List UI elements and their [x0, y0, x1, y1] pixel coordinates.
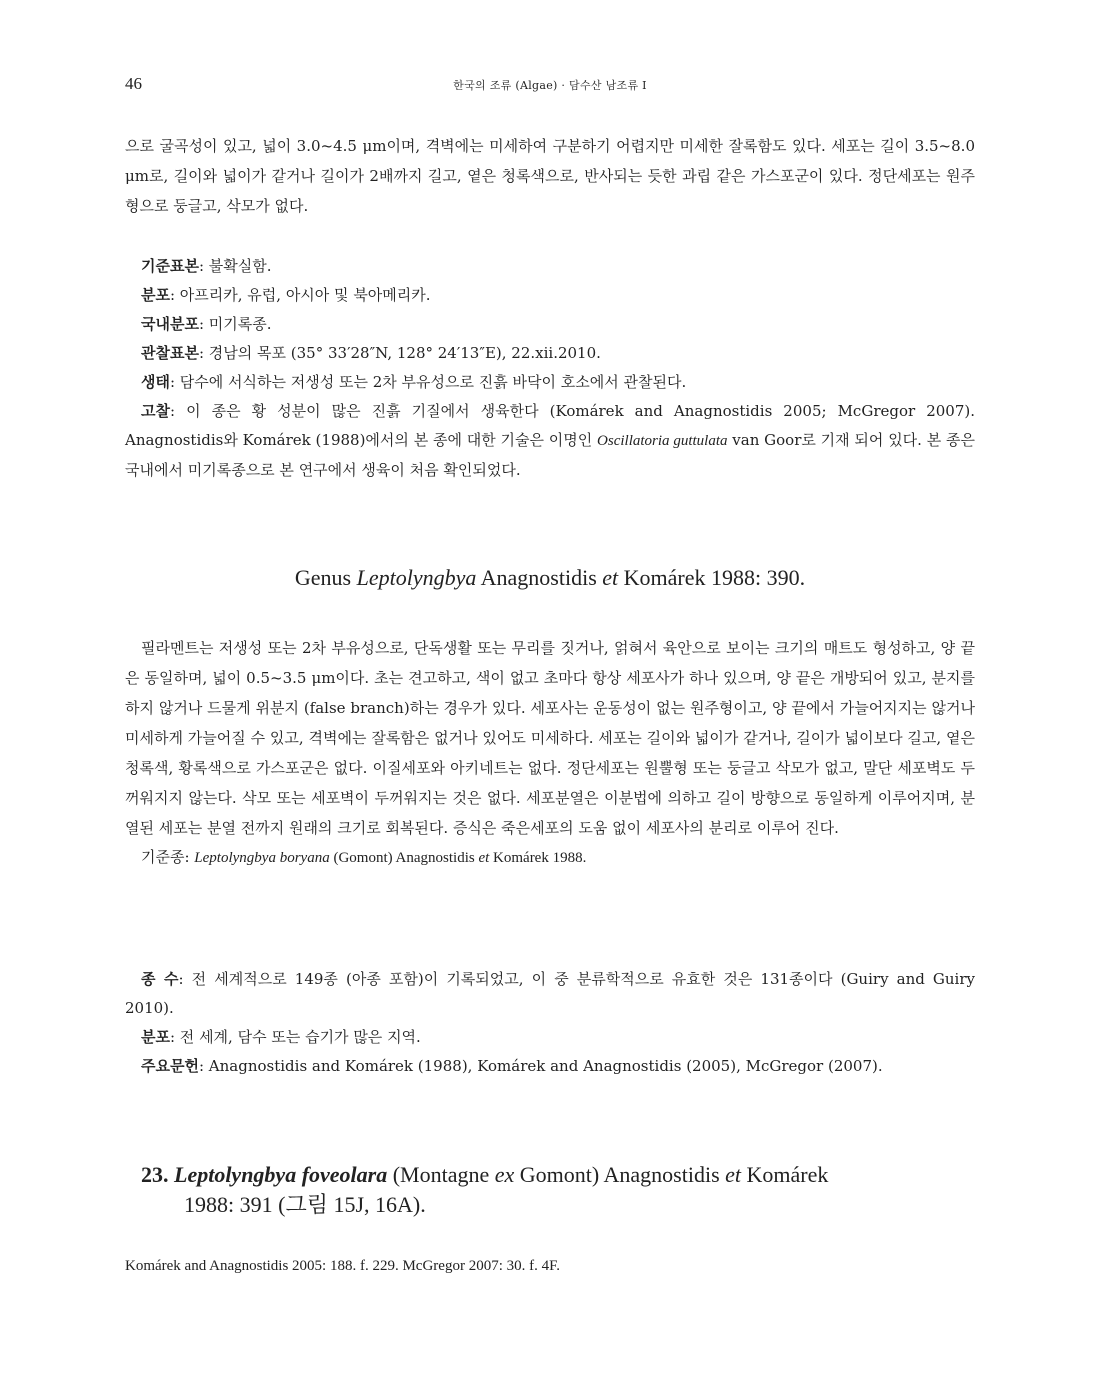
genus-distribution-field	[125, 1023, 975, 1052]
type-species-et: et	[478, 850, 490, 866]
key-literature-value: : Anagnostidis and Komárek (1988), Komárek and Anagnostidis (2005), McGregor (2007).	[198, 1057, 883, 1075]
type-specimen-field	[125, 252, 975, 281]
species-author-c: Komárek	[741, 1162, 829, 1187]
remarks-label: 고찰	[141, 402, 170, 420]
species-references: Komárek and Anagnostidis 2005: 188. f. 229. McGregor 2007: 30. f. 4F.	[125, 1258, 560, 1274]
species-heading	[141, 1160, 975, 1220]
genus-fields	[125, 965, 975, 1081]
genus-et: et	[602, 565, 619, 590]
genus-description-block	[125, 633, 975, 873]
genus-description: 필라멘트는 저생성 또는 2차 부유성으로, 단독생활 또는 무리를 짓거나, 얽혀서 육안으로 보이는 크기의 매트도 형성하고, 양 끝은 동일하며, 넓이 0.5~3.5 μm이다. 초는 견고하고, 색이 없고 초마다 항상 세포사가 하나 있으며, 양 끝은 개방되어 있고, 분지를 하지 않거나 드물게 위분지 (false branch)하는 경우가 있다. 세포사는 운동성이 없는 원주형이고, 양 끝에서 가늘어지지는 않거나 미세하게 가늘어질 수 있고, 격벽에는 잘록함은 없거나 있어도 미세하다. 세포는 길이와 넓이가 같거나, 길이가 넓이보다 길고, 옅은 청록색, 황록색으로 가스포군은 없다. 이질세포와 아키네트는 없다. 정단세포는 원뿔형 또는 둥글고 삭모가 없고, 말단 세포벽도 두꺼워지지 않는다. 삭모 또는 세포벽이 두꺼워지는 것은 없다. 세포분열은 이분법에 의하고 길이 방향으로 동일하게 이루어지며, 분열된 세포는 분열 전까지 원래의 크기로 회복된다. 증식은 죽은세포의 도움 없이 세포사의 분리로 이루어 진다.	[125, 639, 975, 837]
species-heading-line2: 1988: 391 (그림 15J, 16A).	[184, 1192, 426, 1217]
remarks-value: : 이 종은 황 성분이 많은 진흙 기질에서 생육한다 (Komárek and Anagnostidis 2005; McGregor 2007). Anagnostidis와 Komárek (1988)에서의 본 종에 대한 기술은 이명인	[125, 402, 975, 449]
species-count-field	[125, 965, 975, 1023]
type-species-year: Komárek 1988.	[489, 850, 587, 866]
genus-distribution-value: : 전 세계, 담수 또는 습기가 많은 지역.	[169, 1028, 421, 1046]
genus-heading	[125, 565, 975, 591]
synonym-name: Oscillatoria guttulata	[597, 433, 728, 449]
species-count-label: 종 수	[141, 970, 179, 988]
page-number: 46	[125, 74, 142, 93]
type-species-name: Leptolyngbya boryana	[194, 850, 330, 866]
distribution-label: 분포	[141, 286, 170, 304]
type-species-field	[125, 843, 975, 873]
ecology-label: 생태	[141, 373, 170, 391]
type-species-author: (Gomont) Anagnostidis	[329, 850, 479, 866]
genus-author-year: Komárek 1988: 390.	[618, 565, 806, 590]
intro-paragraph: 으로 굴곡성이 있고, 넓이 3.0~4.5 μm이며, 격벽에는 미세하여 구분하기 어렵지만 미세한 잘록함도 있다. 세포는 길이 3.5~8.0 μm로, 길이와 넓이가 같거나 길이가 2배까지 길고, 옅은 청록색으로, 반사되는 듯한 과립 같은 가스포군이 있다. 정단세포는 원주형으로 둥글고, 삭모가 없다.	[125, 137, 975, 215]
korean-distribution-label: 국내분포	[141, 315, 199, 333]
intro-paragraph-block	[125, 131, 975, 221]
genus-prefix: Genus	[294, 565, 357, 590]
species-et: et	[725, 1162, 742, 1187]
distribution-field	[125, 281, 975, 310]
observed-specimen-field	[125, 339, 975, 368]
species-ex: ex	[494, 1162, 515, 1187]
observed-specimen-label: 관찰표본	[141, 344, 199, 362]
species-heading-line1	[141, 1160, 975, 1190]
korean-distribution-field	[125, 310, 975, 339]
species-author: (Montagne	[387, 1162, 495, 1187]
key-literature-field	[125, 1052, 975, 1081]
ecology-value: : 담수에 서식하는 저생성 또는 2차 부유성으로 진흙 바닥이 호소에서 관찰된다.	[169, 373, 687, 391]
type-specimen-value: : 불확실함.	[198, 257, 272, 275]
genus-distribution-label: 분포	[141, 1028, 170, 1046]
species-name: Leptolyngbya foveolara	[174, 1162, 388, 1187]
species-author-b: Gomont) Anagnostidis	[514, 1162, 726, 1187]
page	[125, 0, 975, 1400]
genus-name: Leptolyngbya	[356, 565, 477, 590]
running-title: 한국의 조류 (Algae) · 담수산 남조류 I	[453, 79, 647, 92]
ecology-field	[125, 368, 975, 397]
species-fields	[125, 252, 975, 485]
observed-specimen-value: : 경남의 목포 (35° 33′28″N, 128° 24′13″E), 22.xii.2010.	[198, 344, 601, 362]
genus-author: Anagnostidis	[476, 565, 603, 590]
species-number: 23.	[141, 1162, 169, 1187]
remarks-field	[125, 397, 975, 485]
species-count-value: : 전 세계적으로 149종 (아종 포함)이 기록되었고, 이 중 분류학적으로 유효한 것은 131종이다 (Guiry and Guiry 2010).	[125, 970, 976, 1017]
type-species-label: 기준종:	[141, 848, 195, 866]
remarks-value-cont: van Goor로 기재 되어 있다. 본 종은 국내에서 미기록종으로 본 연구에서 생육이 처음 확인되었다.	[125, 431, 975, 479]
key-literature-label: 주요문헌	[141, 1057, 199, 1075]
korean-distribution-value: : 미기록종.	[198, 315, 272, 333]
distribution-value: : 아프리카, 유럽, 아시아 및 북아메리카.	[169, 286, 431, 304]
type-specimen-label: 기준표본	[141, 257, 199, 275]
page-header	[125, 74, 975, 98]
